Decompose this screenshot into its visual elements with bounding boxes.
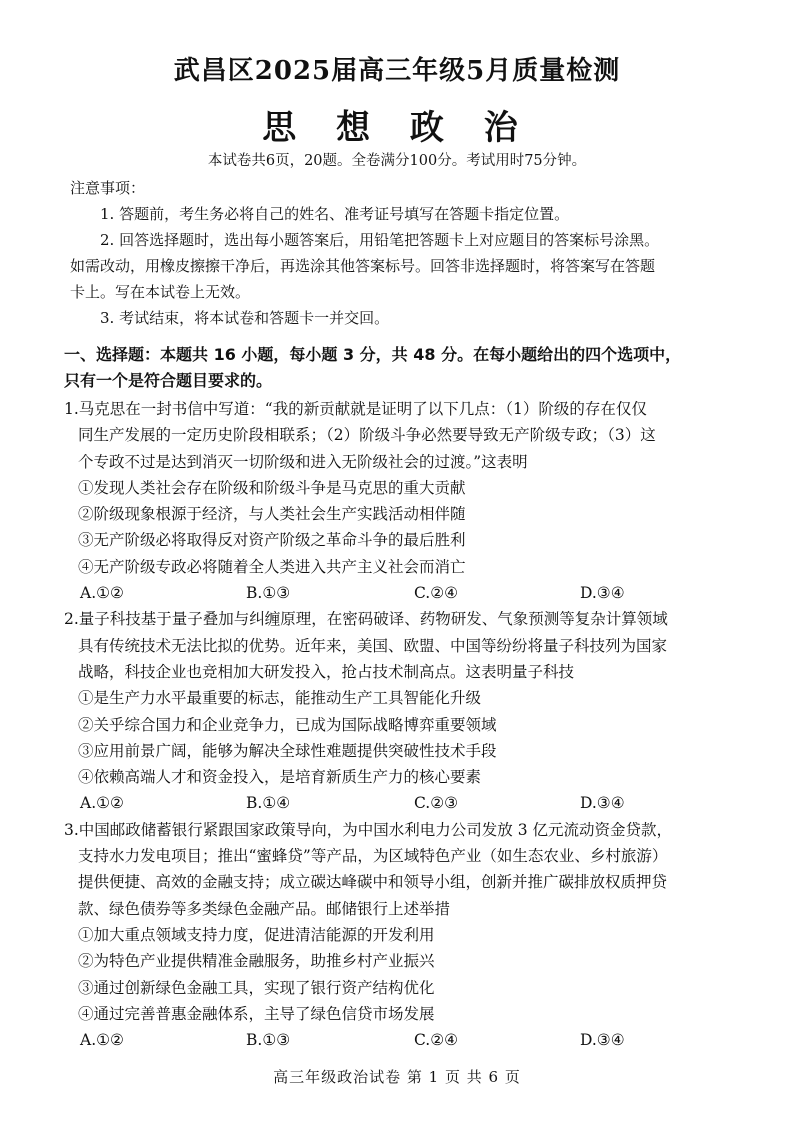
- statement-option: ③无产阶级必将取得反对资产阶级之革命斗争的最后胜利: [78, 531, 466, 550]
- statement-option: ④通过完善普惠金融体系，主导了绿色信贷市场发展: [78, 1004, 435, 1023]
- question-stem-line: 款、绿色债券等多类绿色金融产品。邮储银行上述举措: [78, 899, 451, 918]
- notice-section: [70, 175, 742, 331]
- question-stem-line: 3.中国邮政储蓄银行紧跟国家政策导向，为中国水利电力公司发放 3 亿元流动资金贷款，: [64, 820, 673, 839]
- question-list: [64, 396, 744, 1053]
- choice-b: B.①④: [246, 794, 291, 813]
- statement-option: ②关乎综合国力和企业竞争力，已成为国际战略博弈重要领域: [78, 715, 497, 734]
- question-stem-line: 2.量子科技基于量子叠加与纠缠原理，在密码破译、药物研发、气象预测等复杂计算领域: [64, 610, 668, 629]
- question-stem-line: 个专政不过是达到消灭一切阶级和进入无阶级社会的过渡。”这表明: [78, 452, 528, 471]
- question-stem-line: 1.马克思在一封书信中写道：“我的新贡献就是证明了以下几点：（1）阶级的存在仅仅: [64, 400, 647, 418]
- statement-option: ③应用前景广阔，能够为解决全球性难题提供突破性技术手段: [78, 741, 497, 760]
- statement-option: ①发现人类社会存在阶级和阶级斗争是马克思的重大贡献: [78, 478, 466, 497]
- question-stem-line: 提供便捷、高效的金融支持；成立碳达峰碳中和领导小组，创新并推广碳排放权质押贷: [78, 873, 668, 892]
- notice-item: 1. 答题前，考生务必将自己的姓名、准考证号填写在答题卡指定位置。: [100, 205, 570, 223]
- section-heading-line: 只有一个是符合题目要求的。: [64, 371, 273, 390]
- page-footer: 高三年级政治试卷 第 1 页 共 6 页: [273, 1068, 521, 1086]
- exam-info: 本试卷共6页，20题。全卷满分100分。考试用时75分钟。: [207, 153, 587, 169]
- statement-option: ④无产阶级专政必将随着全人类进入共产主义社会而消亡: [78, 557, 466, 576]
- statement-option: ①加大重点领域支持力度，促进清洁能源的开发利用: [78, 925, 435, 944]
- statement-option: ①是生产力水平最重要的标志，能推动生产工具智能化升级: [78, 689, 482, 708]
- section-heading-line: 一、选择题：本题共 16 小题，每小题 3 分，共 48 分。在每小题给出的四个选项中，: [64, 345, 682, 364]
- statement-option: ②阶级现象根源于经济，与人类社会生产实践活动相伴随: [78, 505, 466, 524]
- notice-item: 卡上。写在本试卷上无效。: [70, 283, 251, 301]
- question-stem-line: 具有传统技术无法比拟的优势。近年来，美国、欧盟、中国等纷纷将量子科技列为国家: [78, 636, 668, 655]
- notice-item: 2. 回答选择题时，选出每小题答案后，用铅笔把答题卡上对应题目的答案标号涂黑。: [100, 231, 660, 249]
- notice-item: 3. 考试结束，将本试卷和答题卡一并交回。: [100, 309, 390, 327]
- choice-a: A.①②: [80, 794, 124, 813]
- answer-choices: [64, 790, 744, 816]
- choice-b: B.①③: [246, 584, 291, 603]
- question-3: [64, 817, 744, 1054]
- question-stem-line: 支持水力发电项目；推出“蜜蜂贷”等产品，为区域特色产业（如生态农业、乡村旅游）: [78, 847, 668, 866]
- statement-option: ③通过创新绿色金融工具，实现了银行资产结构优化: [78, 978, 435, 997]
- choice-a: A.①②: [80, 1031, 124, 1050]
- choice-b: B.①③: [246, 1031, 291, 1050]
- question-1: [64, 396, 744, 606]
- notice-item: 如需改动，用橡皮擦擦干净后，再选涂其他答案标号。回答非选择题时，将答案写在答题: [70, 257, 656, 275]
- choice-a: A.①②: [80, 584, 124, 603]
- choice-d: D.③④: [580, 584, 625, 603]
- exam-title: 武昌区2025届高三年级5月质量检测: [173, 56, 621, 86]
- statement-option: ②为特色产业提供精准金融服务，助推乡村产业振兴: [78, 952, 435, 971]
- question-stem-line: 战略，科技企业也竞相加大研发投入，抢占技术制高点。这表明量子科技: [78, 662, 575, 681]
- choice-d: D.③④: [580, 1031, 625, 1050]
- statement-option: ④依赖高端人才和资金投入，是培育新质生产力的核心要素: [78, 768, 482, 787]
- question-2: [64, 606, 744, 816]
- choice-d: D.③④: [580, 794, 625, 813]
- subject-title: 思 想 政 治: [262, 108, 532, 148]
- choice-c: C.②④: [414, 1031, 459, 1050]
- question-stem-line: 同生产发展的一定历史阶段相联系；（2）阶级斗争必然要导致无产阶级专政；（3）这: [78, 426, 656, 445]
- choice-c: C.②④: [414, 584, 459, 603]
- section-heading: [64, 342, 744, 394]
- answer-choices: [64, 1027, 744, 1053]
- answer-choices: [64, 580, 744, 606]
- notice-label: 注意事项：: [70, 179, 146, 197]
- choice-c: C.②③: [414, 794, 459, 813]
